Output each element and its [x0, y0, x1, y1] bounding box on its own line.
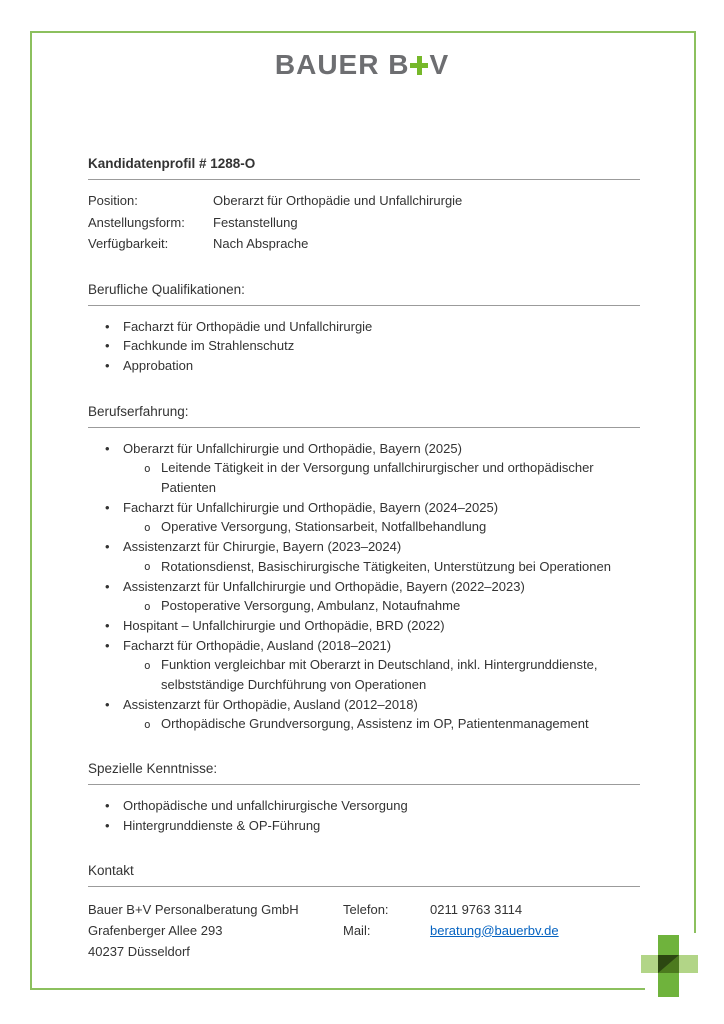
- list-item-text: Fachkunde im Strahlenschutz: [123, 338, 295, 354]
- email-link[interactable]: beratung@bauerbv.de: [430, 922, 559, 938]
- experience-sub-text: Funktion vergleichbar mit Oberarzt in Deutschland, inkl. Hintergrunddienste, selbstständige Durchführung von Operationen: [161, 657, 598, 693]
- experience-item: [88, 439, 640, 459]
- company-name: Bauer B+V Personalberatung GmbH: [88, 901, 299, 917]
- list-item: [88, 356, 640, 376]
- list-item: [88, 816, 640, 836]
- experience-item: [88, 577, 640, 597]
- list-item: [88, 317, 640, 337]
- experience-item: [88, 616, 640, 636]
- company-street: Grafenberger Allee 293: [88, 922, 223, 938]
- circle-bullet-icon: o: [144, 520, 151, 534]
- bullet-icon: •: [105, 357, 110, 373]
- bullet-icon: •: [105, 338, 110, 354]
- section-skills: [88, 760, 640, 835]
- field-value: Nach Absprache: [213, 236, 309, 251]
- field-label: Verfügbarkeit:: [88, 236, 169, 251]
- experience-item-text: Hospitant – Unfallchirurgie und Orthopädie, BRD (2022): [123, 617, 445, 633]
- experience-sub-text: Operative Versorgung, Stationsarbeit, Notfallbehandlung: [161, 519, 487, 535]
- mail-label: Mail:: [343, 922, 371, 938]
- field-row-anstellungsform: [88, 212, 640, 234]
- experience-item: [88, 537, 640, 557]
- bullet-icon: •: [105, 696, 110, 712]
- cross-icon-center: [658, 955, 679, 973]
- bullet-icon: •: [105, 318, 110, 334]
- bullet-icon: •: [105, 617, 110, 633]
- bullet-icon: •: [105, 440, 110, 456]
- experience-item-text: Oberarzt für Unfallchirurgie und Orthopädie, Bayern (2025): [123, 440, 462, 456]
- field-row-position: [88, 190, 640, 212]
- list-item-text: Facharzt für Orthopädie und Unfallchirurgie: [123, 318, 373, 334]
- bullet-icon: •: [105, 539, 110, 555]
- experience-sub-text: Leitende Tätigkeit in der Versorgung unfallchirurgischer und orthopädischer Patienten: [161, 460, 594, 496]
- experience-sub-text: Postoperative Versorgung, Ambulanz, Notaufnahme: [161, 598, 461, 614]
- experience-item: [88, 695, 640, 715]
- experience-sub-text: Orthopädische Grundversorgung, Assistenz im OP, Patientenmanagement: [161, 716, 589, 732]
- border-corner-mask: [645, 933, 724, 1024]
- experience-sub-item: [88, 596, 640, 616]
- contact-heading: Kontakt: [88, 862, 640, 887]
- section-heading: Berufserfahrung:: [88, 403, 640, 428]
- circle-bullet-icon: o: [144, 461, 151, 475]
- experience-item-text: Assistenzarzt für Unfallchirurgie und Orthopädie, Bayern (2022–2023): [123, 578, 525, 594]
- contact-details: [343, 899, 559, 941]
- experience-list: [88, 439, 640, 735]
- list-item-text: Approbation: [123, 357, 194, 373]
- section-qualifications: [88, 281, 640, 376]
- circle-bullet-icon: o: [144, 658, 151, 672]
- experience-item-text: Assistenzarzt für Chirurgie, Bayern (2023–2024): [123, 539, 402, 555]
- document-content: [88, 0, 640, 962]
- list-item: [88, 796, 640, 816]
- field-label: Position:: [88, 193, 138, 208]
- logo-text-left: BAUER B: [274, 49, 410, 80]
- skills-list: [88, 796, 640, 835]
- list-item-text: Orthopädische und unfallchirurgische Versorgung: [123, 798, 408, 814]
- field-row-verfuegbarkeit: [88, 233, 640, 255]
- experience-sub-item: [88, 517, 640, 537]
- field-label: Anstellungsform:: [88, 214, 185, 230]
- experience-item: [88, 498, 640, 518]
- experience-item: [88, 636, 640, 656]
- experience-sub-item: [88, 655, 640, 694]
- circle-bullet-icon: o: [144, 717, 151, 731]
- experience-sub-item: [88, 557, 640, 577]
- mail-row: [343, 920, 559, 941]
- logo-text-right: V: [429, 49, 450, 80]
- bullet-icon: •: [105, 499, 110, 515]
- qualifications-list: [88, 317, 640, 376]
- phone-row: [343, 899, 559, 920]
- list-item: [88, 336, 640, 356]
- profile-fields: [88, 190, 640, 255]
- bullet-icon: •: [105, 637, 110, 653]
- company-city: 40237 Düsseldorf: [88, 943, 190, 959]
- section-heading: Berufliche Qualifikationen:: [88, 281, 640, 306]
- experience-item-text: Facharzt für Unfallchirurgie und Orthopädie, Bayern (2024–2025): [123, 499, 499, 515]
- field-value: Festanstellung: [213, 214, 298, 230]
- experience-sub-item: [88, 458, 640, 497]
- list-item-text: Hintergrunddienste & OP-Führung: [123, 817, 321, 833]
- contact-body: [88, 899, 640, 962]
- experience-sub-item: [88, 714, 640, 734]
- bullet-icon: •: [105, 578, 110, 594]
- experience-item-text: Assistenzarzt für Orthopädie, Ausland (2012–2018): [123, 696, 418, 712]
- bullet-icon: •: [105, 817, 110, 833]
- phone-label: Telefon:: [343, 901, 389, 917]
- circle-bullet-icon: o: [144, 560, 151, 574]
- experience-sub-text: Rotationsdienst, Basischirurgische Tätigkeiten, Unterstützung bei Operationen: [161, 558, 611, 574]
- section-heading: Spezielle Kenntnisse:: [88, 760, 640, 785]
- experience-item-text: Facharzt für Orthopädie, Ausland (2018–2021): [123, 637, 392, 653]
- field-value: Oberarzt für Orthopädie und Unfallchirurgie: [213, 193, 463, 208]
- circle-bullet-icon: o: [144, 599, 151, 613]
- phone-number: 0211 9763 3114: [430, 901, 523, 917]
- section-contact: [88, 862, 640, 962]
- profile-title: Kandidatenprofil # 1288-O: [88, 155, 640, 180]
- bullet-icon: •: [105, 798, 110, 814]
- section-experience: [88, 403, 640, 735]
